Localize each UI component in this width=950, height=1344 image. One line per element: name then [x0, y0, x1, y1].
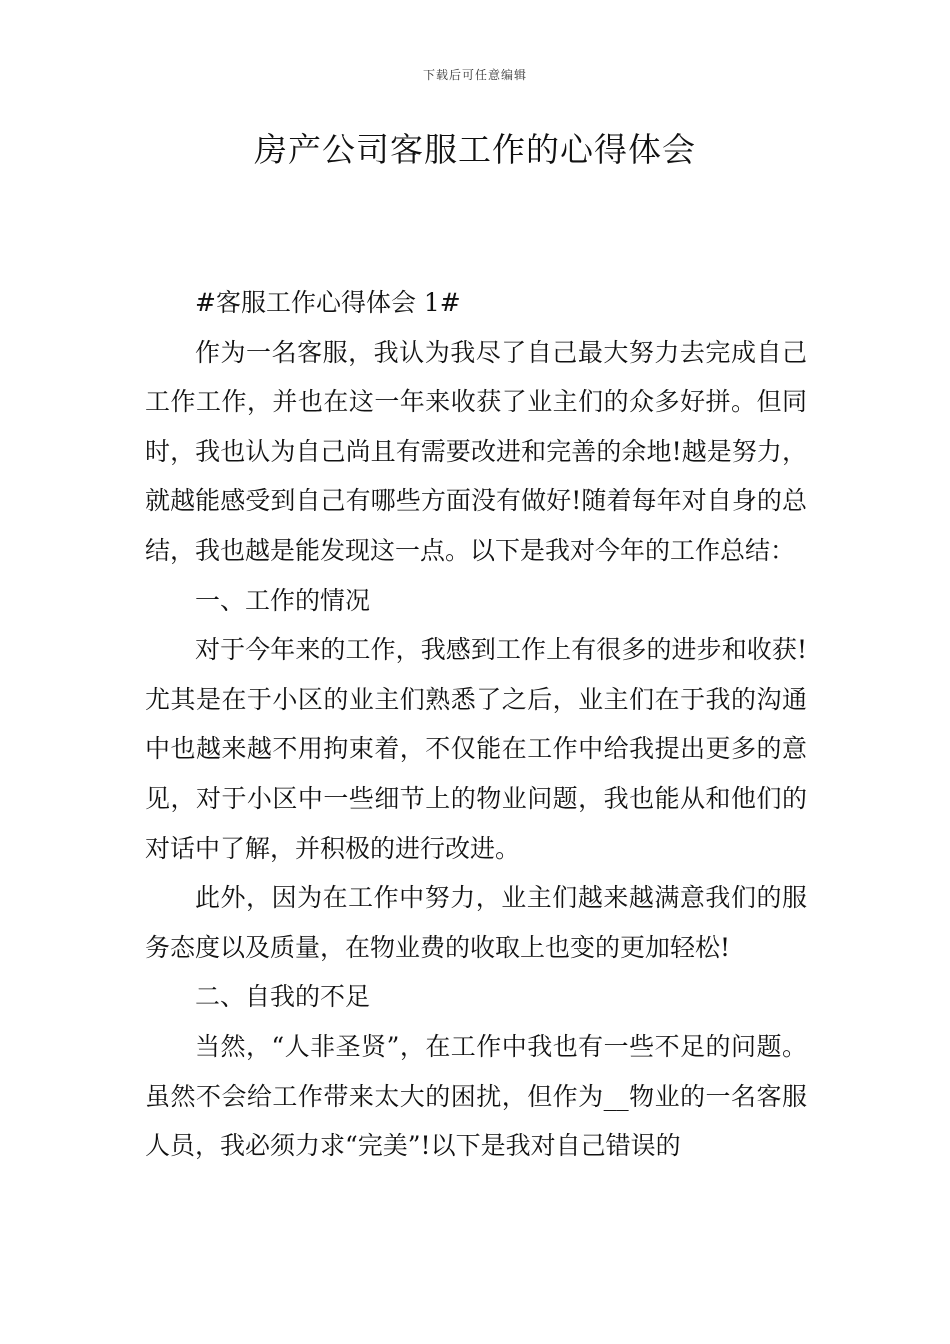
section-heading-work-situation: 一、工作的情况 — [195, 585, 371, 615]
shortcomings-paragraph: 当然，“人非圣贤”，在工作中我也有一些不足的问题。虽然不会给工作带来太大的困扰，但作为__物业的一名客服人员，我必须力求“完美”!以下是我对自己错误的 — [145, 1031, 807, 1161]
section-heading-shortcomings: 二、自我的不足 — [195, 982, 371, 1012]
section-marker: #客服工作心得体会 1# — [195, 288, 461, 317]
document-body — [145, 278, 807, 1171]
work-situation-paragraph: 对于今年来的工作，我感到工作上有很多的进步和收获!尤其是在于小区的业主们熟悉了之后，业主们在于我的沟通中也越来越不用拘束着，不仅能在工作中给我提出更多的意见，对于小区中一些细节上的物业问题，我也能从和他们的对话中了解，并积极的进行改进。 — [145, 635, 807, 863]
header-note: 下载后可任意编辑 — [422, 68, 527, 82]
intro-paragraph: 作为一名客服，我认为我尽了自己最大努力去完成自己工作工作，并也在这一年来收获了业主们的众多好拼。但同时，我也认为自己尚且有需要改进和完善的余地!越是努力，就越能感受到自己有哪些方面没有做好!随着每年对自身的总结，我也越是能发现这一点。以下是我对今年的工作总结： — [145, 337, 807, 565]
document-title: 房产公司客服工作的心得体会 — [254, 130, 696, 169]
service-attitude-paragraph: 此外，因为在工作中努力，业主们越来越满意我们的服务态度以及质量，在物业费的收取上也变的更加轻松! — [145, 883, 807, 962]
